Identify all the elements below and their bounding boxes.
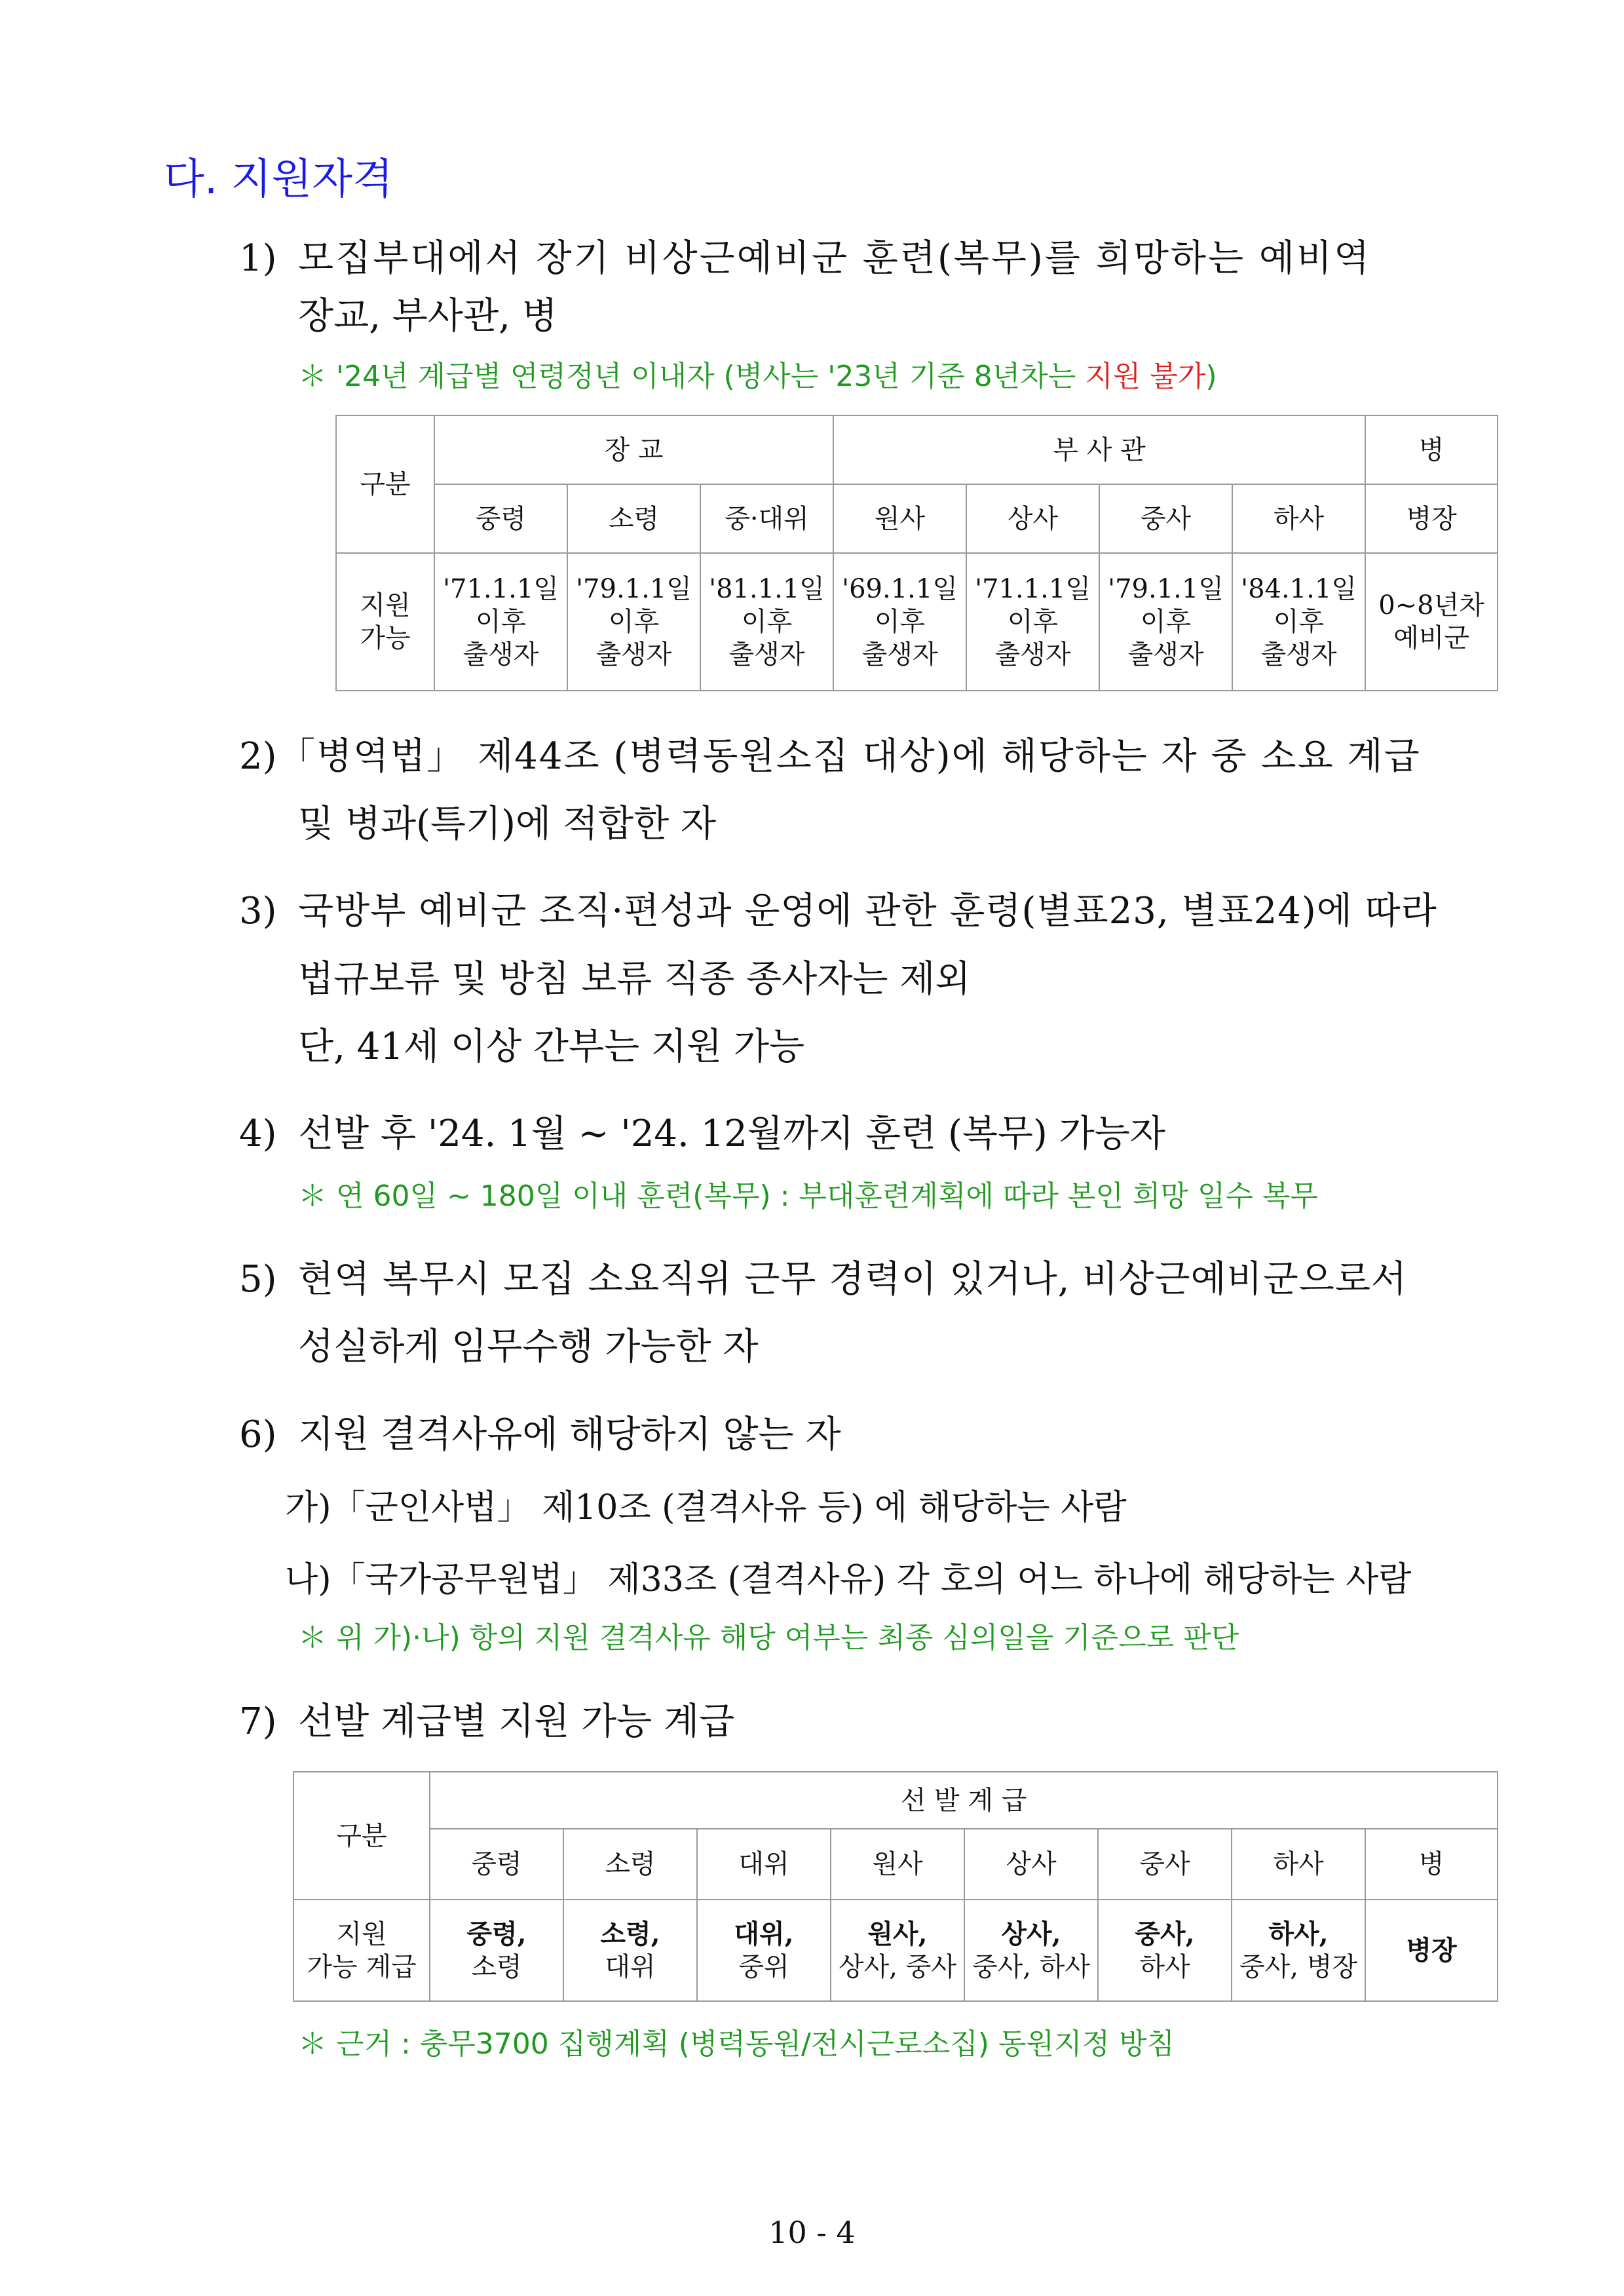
table2-rank: 상사 (964, 1829, 1098, 1900)
table1-rank: 소령 (567, 484, 700, 553)
table1-rank: 병장 (1365, 484, 1498, 553)
item-3-number: 3) (239, 890, 277, 932)
table2-cell (1098, 1900, 1232, 2001)
table2-cell (563, 1900, 697, 2001)
note-4: ＊ 연 60일 ~ 180일 이내 훈련(복무) : 부대훈련계획에 따라 본인 희망 일수 복무 (298, 1179, 1318, 1213)
table2-rank: 중령 (430, 1829, 563, 1900)
table2-cell-primary: 대위, (734, 1918, 794, 1949)
item-4-number: 4) (239, 1113, 277, 1155)
table1-cell: '71.1.1일 이후 출생자 (966, 553, 1099, 691)
item-1-line-2: 장교, 부사관, 병 (298, 295, 557, 337)
page-number: 10 - 4 (768, 2215, 856, 2250)
table2-rank: 원사 (831, 1829, 964, 1900)
table2-rank: 병 (1365, 1829, 1498, 1900)
item-2-line-2: 및 병과(특기)에 적합한 자 (298, 803, 717, 845)
table1-cell: '79.1.1일 이후 출생자 (567, 553, 700, 691)
table2-cell-primary: 원사, (867, 1918, 928, 1949)
note-1-suffix: ) (1205, 360, 1217, 393)
item-6-na: 나)「국가공무원법」 제33조 (결격사유) 각 호의 어느 하나에 해당하는 사람 (285, 1560, 1412, 1599)
table1-rank: 중사 (1099, 484, 1232, 553)
table2-rank: 대위 (697, 1829, 831, 1900)
table2-cell (964, 1900, 1098, 2001)
table2-cell-secondary: 중사, 병장 (1239, 1951, 1357, 1982)
table2-rank: 소령 (563, 1829, 697, 1900)
table1-corner: 구분 (336, 415, 434, 553)
table2-corner: 구분 (293, 1772, 430, 1900)
item-1-number: 1) (239, 237, 277, 280)
table1-rank: 상사 (966, 484, 1099, 553)
table1-group-enlisted: 병 (1365, 415, 1498, 484)
item-2-number: 2) (239, 735, 277, 778)
item-1-text: 모집부대에서 장기 비상근예비군 훈련(복무)를 희망하는 예비역 (298, 237, 1372, 280)
table1-group-officer: 장 교 (434, 415, 833, 484)
table2-group: 선 발 계 급 (430, 1772, 1498, 1829)
item-5-line-2: 성실하게 임무수행 가능한 자 (298, 1326, 759, 1368)
table1-rank: 중령 (434, 484, 567, 553)
table2-cell-secondary: 상사, 중사 (839, 1951, 956, 1982)
table1-group-nco: 부 사 관 (833, 415, 1365, 484)
item-5-line-1: 현역 복무시 모집 소요직위 근무 경력이 있거나, 비상근예비군으로서 (298, 1258, 1408, 1301)
item-3-line-1: 국방부 예비군 조직·편성과 운영에 관한 훈령(별표23, 별표24)에 따라 (298, 890, 1437, 932)
eligible-rank-table (293, 1771, 1498, 2002)
table2-cell-primary: 소령, (600, 1918, 660, 1949)
table1-rank: 원사 (833, 484, 966, 553)
item-4-line-1: 선발 후 '24. 1월 ~ '24. 12월까지 훈련 (복무) 가능자 (298, 1113, 1165, 1155)
item-5-number: 5) (239, 1258, 277, 1301)
table2-cell-primary: 중령, (466, 1918, 527, 1949)
table1-rank: 중·대위 (700, 484, 833, 553)
item-2-line-1: 「병역법」 제44조 (병력동원소집 대상)에 해당하는 자 중 소요 계급 (278, 735, 1421, 778)
section-heading: 다. 지원자격 (164, 155, 393, 204)
table2-cell-secondary: 대위 (605, 1951, 656, 1982)
table1-rank: 하사 (1232, 484, 1365, 553)
table2-cell-secondary: 중사, 하사 (972, 1951, 1090, 1982)
table2-cell (1365, 1900, 1498, 2001)
table2-cell-secondary: 하사 (1139, 1951, 1190, 1982)
table2-row-label: 지원 가능 계급 (293, 1900, 430, 2001)
age-limit-table (335, 415, 1498, 691)
table1-cell: '69.1.1일 이후 출생자 (833, 553, 966, 691)
table2-cell-primary: 중사, (1135, 1918, 1195, 1949)
item-3-line-3: 단, 41세 이상 간부는 지원 가능 (298, 1025, 805, 1068)
table2-cell-primary: 하사, (1268, 1918, 1329, 1949)
table2-cell (430, 1900, 563, 2001)
note-1-highlight: 지원 불가 (1085, 360, 1206, 393)
table2-cell (697, 1900, 831, 2001)
table1-cell: '71.1.1일 이후 출생자 (434, 553, 567, 691)
item-6-ga: 가)「군인사법」 제10조 (결격사유 등) 에 해당하는 사람 (285, 1488, 1127, 1527)
note-7: ＊ 근거 : 충무3700 집행계획 (병력동원/전시근로소집) 동원지정 방침 (298, 2027, 1175, 2061)
table2-cell-primary: 상사, (1001, 1918, 1061, 1949)
table2-cell-secondary: 중위 (738, 1951, 789, 1982)
item-3-line-2: 법규보류 및 방침 보류 직종 종사자는 제외 (298, 958, 971, 1001)
table2-cell (831, 1900, 964, 2001)
note-1-text: ＊ '24년 계급별 연령정년 이내자 (병사는 '23년 기준 8년차는 (298, 360, 1086, 393)
table2-cell-primary: 병장 (1406, 1934, 1457, 1966)
item-7-number: 7) (239, 1700, 277, 1743)
table2-cell (1232, 1900, 1365, 2001)
item-6-number: 6) (239, 1413, 277, 1456)
table1-cell: '79.1.1일 이후 출생자 (1099, 553, 1232, 691)
item-1-line-1 (298, 234, 1497, 284)
table2-rank: 하사 (1232, 1829, 1365, 1900)
note-6: ＊ 위 가)·나) 항의 지원 결격사유 해당 여부는 최종 심의일을 기준으로 판단 (298, 1621, 1239, 1655)
table2-cell-secondary: 소령 (471, 1951, 522, 1982)
table1-cell: '84.1.1일 이후 출생자 (1232, 553, 1365, 691)
table2-rank: 중사 (1098, 1829, 1232, 1900)
table1-cell: '81.1.1일 이후 출생자 (700, 553, 833, 691)
item-7-line-1: 선발 계급별 지원 가능 계급 (298, 1700, 735, 1743)
note-1 (298, 357, 1217, 396)
table1-row-label: 지원 가능 (336, 553, 434, 691)
item-6-line-1: 지원 결격사유에 해당하지 않는 자 (298, 1413, 841, 1456)
table1-cell: 0~8년차 예비군 (1365, 553, 1498, 691)
